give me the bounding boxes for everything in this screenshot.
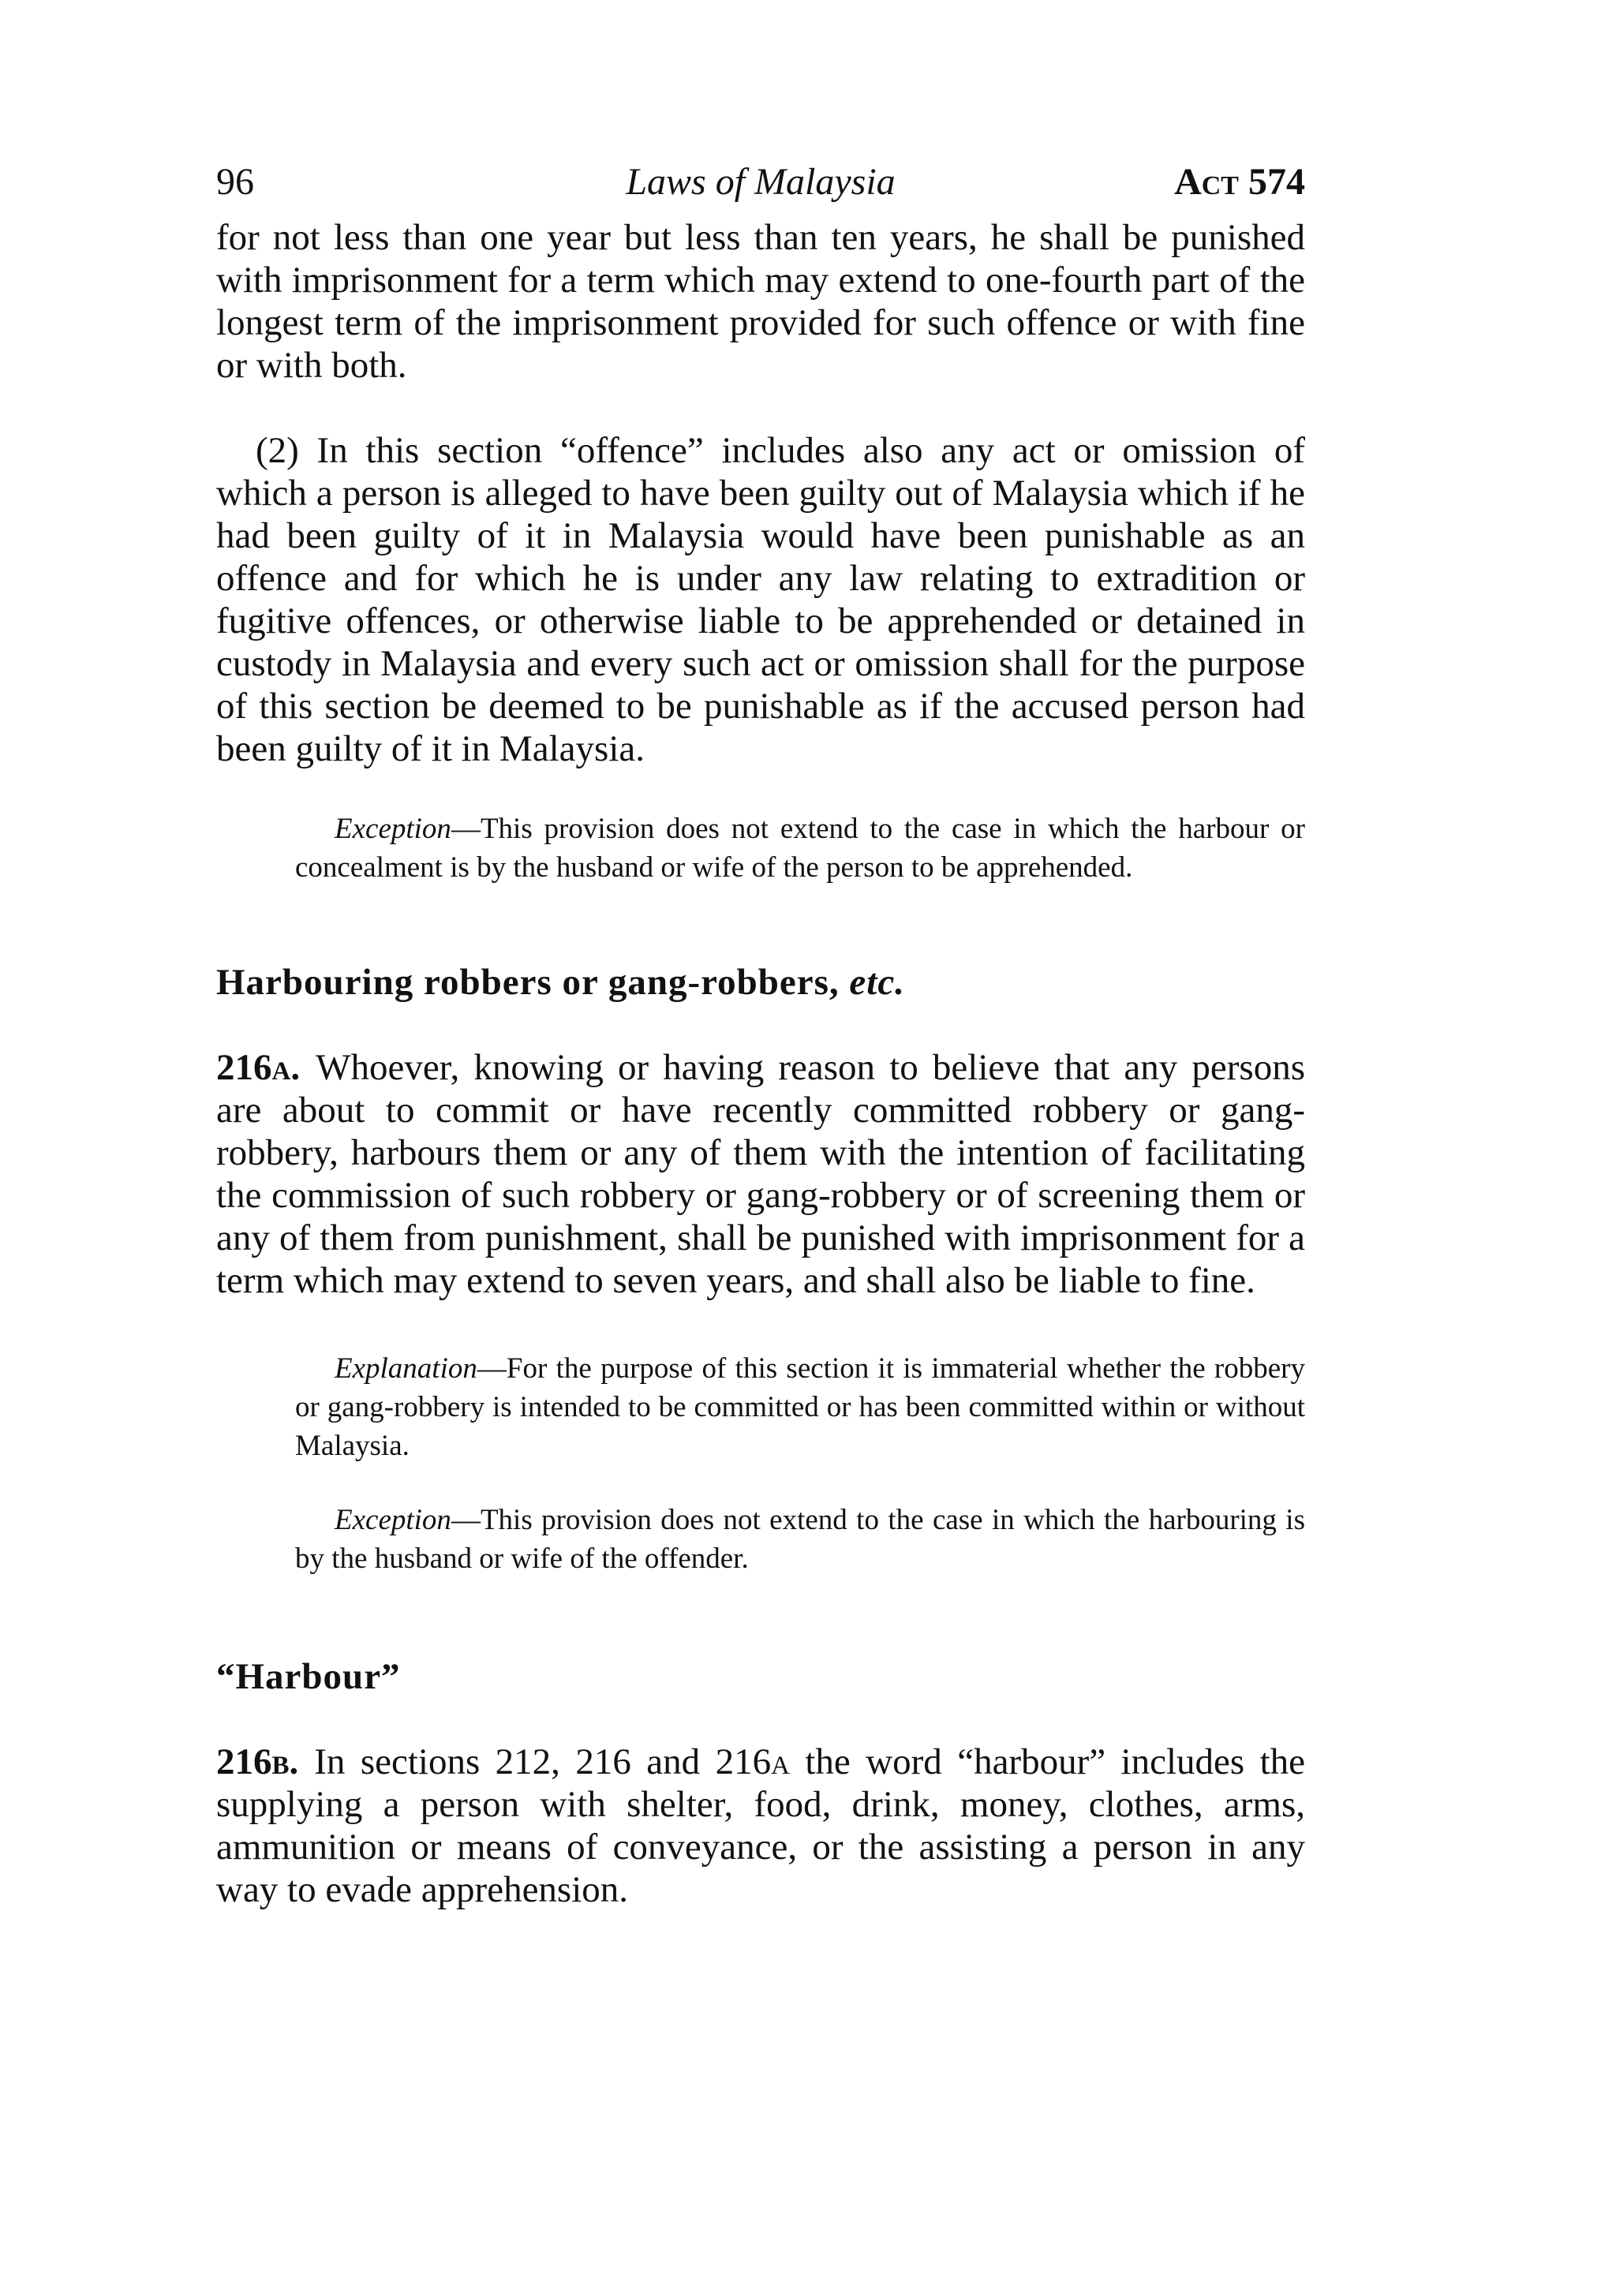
- section-216b-number: [216, 1741, 298, 1782]
- explanation-label: Explanation: [335, 1352, 477, 1385]
- explanation-text: —For the purpose of this section it is immaterial whether the robbery or gang-robbery is intended to be committed or has been committed within or without Malaysia.: [295, 1352, 1305, 1462]
- subsection-2-paragraph: (2) In this section “offence” includes also any act or omission of which a person is alleged to have been guilty out of Malaysia which if he had been guilty of it in Malaysia would have been punishable as an offence and for which he is under any law relating to extradition or fugitive offences, or otherwise liable to be apprehended or detained in custody in Malaysia and every such act or omission shall for the purpose of this section be deemed to be punishable as if the accused person had been guilty of it in Malaysia.: [216, 430, 1305, 769]
- section-216a-text: Whoever, knowing or having reason to believe that any persons are about to commit or have recently committed robbery or gang-robbery, harbours them or any of them with the intention of facilitating the commission of such robbery or gang-robbery or of screening them or any of them from punishment, shall be punished with imprisonment for a term which may extend to seven years, and shall also be liable to fine.: [216, 1047, 1305, 1301]
- document-title: Laws of Malaysia: [626, 161, 896, 203]
- page-number: 96: [216, 161, 254, 203]
- section-216a-paragraph: [216, 1046, 1305, 1302]
- section-216b-number-suffix: b.: [271, 1741, 299, 1782]
- act-prefix: Act: [1174, 161, 1239, 203]
- exception-note-216a: [295, 1501, 1305, 1578]
- section-216a-number: [216, 1047, 300, 1088]
- explanation-note-216a: [295, 1349, 1305, 1465]
- document-page: [216, 155, 1305, 1911]
- section-216b-text-after: the word “harbour” includes the supplying a person with shelter, food, drink, money, clothes, arms, ammunition or means of conveyance, or the assisting a person in any way to evade apprehension.: [216, 1741, 1305, 1910]
- exception-text: —This provision does not extend to the case in which the harbour or concealment is by the husband or wife of the person to be apprehended.: [295, 813, 1305, 884]
- continuation-paragraph: for not less than one year but less than ten years, he shall be punished with imprisonment for a term which may extend to one-fourth part of the longest term of the imprisonment provided for such offence or with fine or with both.: [216, 217, 1305, 386]
- section-216b-heading: “Harbour”: [216, 1656, 401, 1697]
- section-216a-number-suffix: a.: [271, 1047, 301, 1088]
- act-number: [1174, 155, 1305, 210]
- exception-label: Exception: [335, 1504, 451, 1536]
- page-header: [216, 155, 1305, 210]
- exception-note-216: [295, 810, 1305, 887]
- section-216b-number-digits: 216: [216, 1741, 272, 1782]
- exception-text: —This provision does not extend to the case in which the harbouring is by the husband or wife of the offender.: [295, 1504, 1305, 1575]
- exception-label: Exception: [335, 813, 451, 845]
- section-216a-heading-etc: etc.: [849, 962, 905, 1003]
- section-216b-text-before: In sections 212, 216 and 216: [314, 1741, 772, 1782]
- act-number-value: 574: [1248, 161, 1305, 203]
- section-216a-heading: [216, 961, 1305, 1004]
- section-216b-text-small: a: [771, 1741, 790, 1782]
- section-216b-paragraph: [216, 1741, 1305, 1911]
- section-216a-heading-text: Harbouring robbers or gang-robbers,: [216, 962, 850, 1003]
- section-216a-number-digits: 216: [216, 1047, 272, 1088]
